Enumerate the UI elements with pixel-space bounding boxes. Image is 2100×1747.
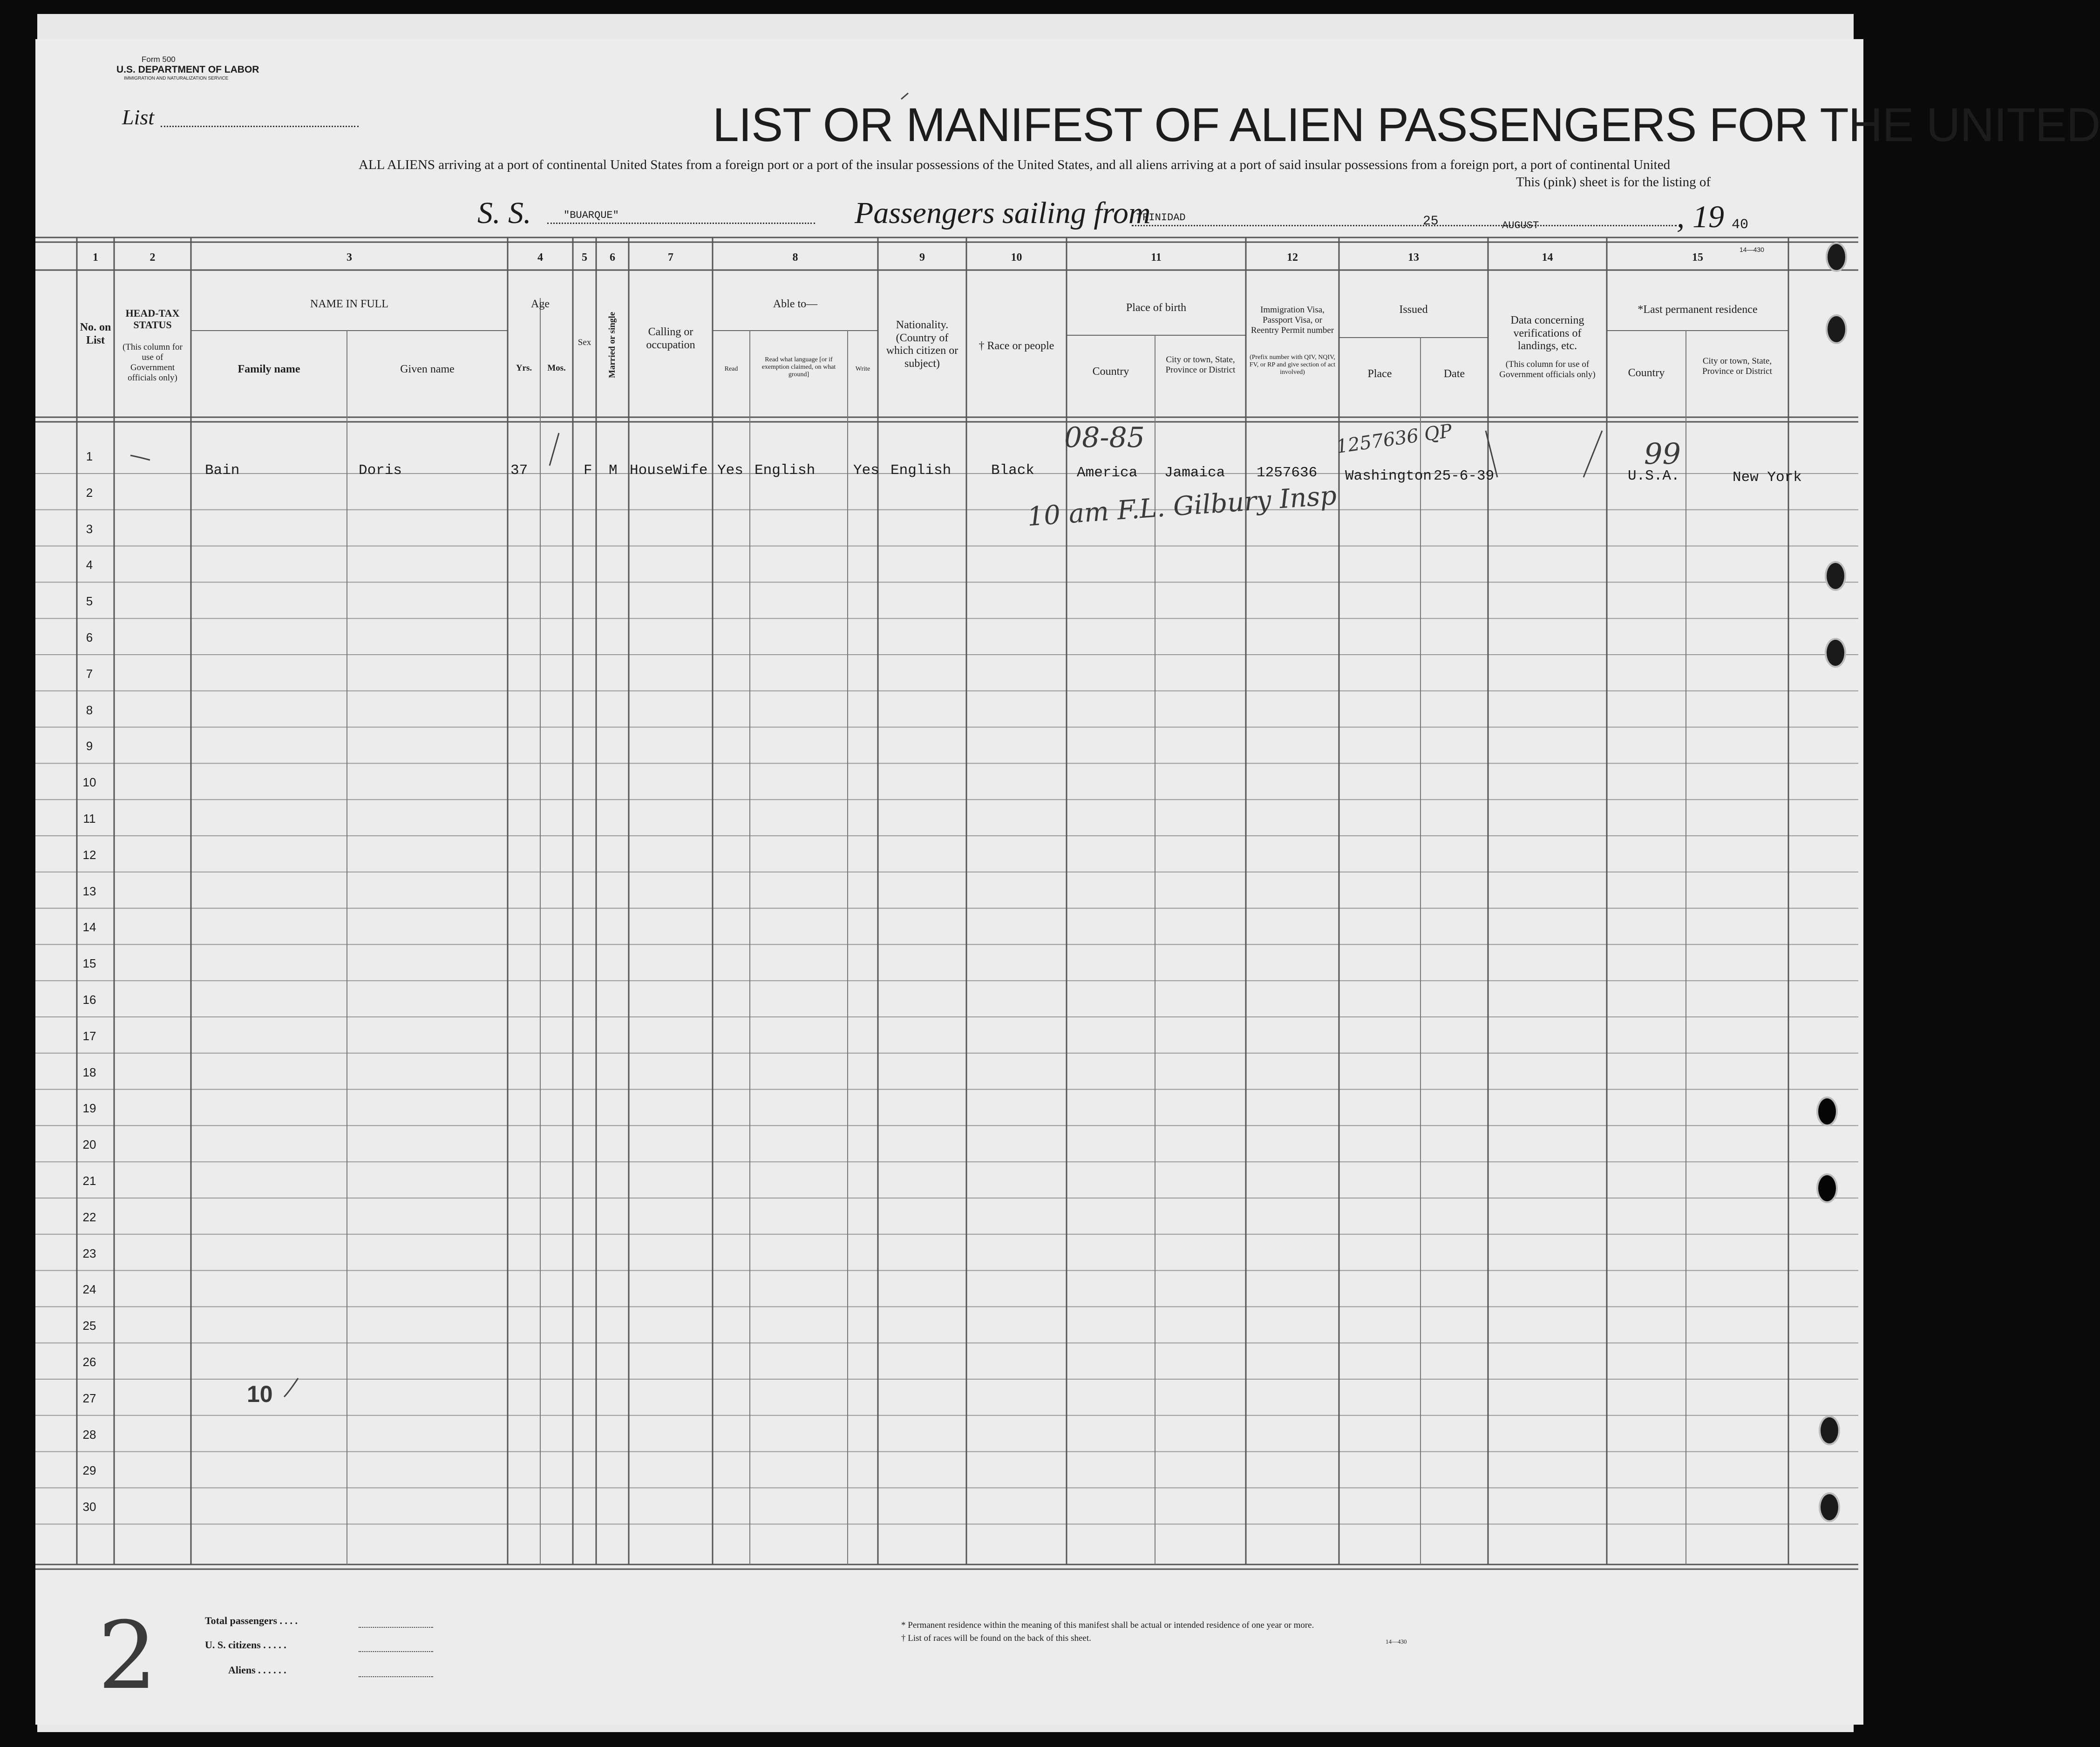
cell-nationality: English [890,462,951,479]
header-sex: Sex [578,338,591,347]
binder-hole [1819,1415,1840,1445]
department-name: U.S. DEPARTMENT OF LABOR [116,64,259,75]
us-citizens-line [359,1651,433,1652]
header-family-name: Family name [238,363,300,375]
header-write: Write [855,366,870,372]
header-read: Read [724,366,738,372]
row-number: 26 [82,1355,96,1369]
binder-hole [1826,242,1847,272]
row-number: 8 [86,703,93,717]
cell-residence-city: New York [1733,469,1802,486]
row-number: 2 [86,485,93,500]
header-head-tax-note: (This column for use of Government officials only) [122,342,183,383]
binder-hole [1826,314,1847,344]
header-calling: Calling or occupation [646,326,695,351]
pen-slash-verifications-2 [1583,431,1602,477]
aliens-label: Aliens . . . . . . [228,1664,286,1676]
col-5-number: 5 [582,251,587,264]
row-number: 22 [82,1210,96,1224]
header-place-of-birth: Place of birth [1126,302,1187,314]
header-race: † Race or people [979,340,1054,352]
header-visa-note: (Prefix number with QIV, NQIV, FV, or RP and give section of act involved) [1249,354,1336,376]
footnote-races: † List of races will be found on the back of this sheet. [901,1633,1091,1643]
row-number: 7 [86,666,93,681]
row-number: 13 [82,884,96,898]
binder-hole [1816,1173,1838,1203]
col-3-number: 3 [347,251,352,264]
departure-year-suffix: 40 [1732,217,1749,233]
col-8-number: 8 [792,251,798,264]
header-given-name: Given name [400,363,455,375]
row-number: 11 [83,812,96,826]
ship-name: "BUARQUE" [564,210,619,221]
aliens-line [359,1676,433,1677]
row-number: 28 [82,1427,96,1442]
row-number: 23 [82,1246,96,1260]
cell-family-name: Bain [205,462,240,479]
total-passengers-label: Total passengers . . . . [205,1615,298,1626]
handwritten-inspector-note: 10 am F.L. Gilbury Insp [1026,480,1338,533]
row-number: 12 [82,847,96,862]
service-name: IMMIGRATION AND NATURALIZATION SERVICE [124,76,229,81]
cell-sex: F [584,462,592,479]
col-10-number: 10 [1011,251,1022,264]
col-7-number: 7 [668,251,673,264]
row-number: 25 [82,1319,96,1333]
col-6-number: 6 [610,251,615,264]
col-13-number: 13 [1408,251,1419,264]
pen-tick-row1 [130,455,150,460]
col-11-number: 11 [1151,251,1162,264]
pen-check-list [901,93,908,99]
ss-label: S. S. [477,196,531,230]
row-number: 24 [82,1282,96,1297]
header-nationality: Nationality. (Country of which citizen or subject) [886,319,958,370]
binder-hole [1819,1492,1840,1522]
row-number: 1 [86,449,93,463]
row-number: 3 [86,521,93,536]
cell-issued-date: 25-6-39 [1434,468,1495,484]
row-number: 29 [82,1463,96,1478]
sailing-label: Passengers sailing from [855,196,1151,230]
row-number: 21 [82,1174,96,1188]
cell-given-name: Doris [359,462,402,479]
departure-month: AUGUST [1502,220,1539,231]
row-number: 16 [82,993,96,1007]
header-verifications-note: (This column for use of Government officials only) [1499,359,1596,379]
cell-issued-place: Washington [1345,468,1432,484]
handwritten-code-0885: 08-85 [1064,421,1145,454]
col-1-number: 1 [93,251,98,264]
header-residence-country: Country [1628,367,1665,379]
header-issued-date: Date [1443,368,1465,380]
header-visa: Immigration Visa, Passport Visa, or Reentry Permit number [1250,305,1334,335]
page-subtitle: ALL ALIENS arriving at a port of continental United States from a foreign port or a port of the insular possessions of the United States, and all aliens arriving at a port of said insular possessions from a foreign port, a port of continental United [359,157,1671,172]
pen-check-tally [284,1378,298,1397]
page-subtitle-2: This (pink) sheet is for the listing of [1516,175,1711,190]
page-title: LIST OR MANIFEST OF ALIEN PASSENGERS FOR THE UNITED [713,98,2100,151]
row-number: 15 [82,956,96,971]
col-9-number: 9 [919,251,925,264]
header-read-what: Read what language [or if exemption claimed, on what ground] [761,356,836,379]
header-no-on-list: No. on List [80,321,111,346]
header-head-tax: HEAD-TAX STATUS [125,307,180,331]
cell-age-yrs: 37 [510,462,528,479]
footnote-residence: * Permanent residence within the meaning of this manifest shall be actual or intended residence of one year or more. [901,1620,1314,1630]
form-code: 14—430 [1740,246,1764,253]
header-issued-place: Place [1367,368,1392,380]
row-number: 9 [86,739,93,753]
header-birth-country: Country [1092,366,1129,378]
handwritten-mark: 2 [98,1602,157,1710]
departure-day: 25 [1423,214,1439,229]
row-number: 18 [82,1065,96,1079]
header-married: Married or single [607,311,618,378]
row-number: 6 [86,630,93,644]
cell-read: Yes [717,462,743,479]
handwritten-tally: 10 [247,1381,273,1407]
col-15-number: 15 [1692,251,1703,264]
cell-marital: M [609,462,618,479]
row-number: 14 [82,920,96,934]
departure-port: TRINIDAD [1136,212,1186,223]
header-age-mos: Mos. [547,363,566,373]
cell-write: Yes [853,462,879,479]
header-residence-city: City or town, State, Province or District [1702,356,1772,376]
header-last-residence: *Last permanent residence [1638,304,1758,316]
cell-read-language: English [754,462,816,479]
row-number: 10 [82,775,96,790]
handwritten-visa-code: 1257636 QP [1335,420,1454,458]
cell-birth-country: America [1077,465,1138,481]
handwritten-code-99: 99 [1644,437,1681,471]
cell-birth-city: Jamaica [1164,465,1225,481]
footer-code: 14—430 [1386,1638,1407,1645]
col-14-number: 14 [1542,251,1553,264]
departure-year: , 19 [1677,199,1724,234]
header-issued: Issued [1399,304,1428,316]
row-number: 17 [82,1029,96,1043]
col-12-number: 12 [1287,251,1298,264]
list-label: List [122,105,155,129]
header-able-to: Able to— [773,298,818,310]
row-number: 20 [82,1138,96,1152]
row-number: 19 [82,1101,96,1116]
binder-hole [1816,1097,1838,1126]
total-passengers-line [359,1627,433,1628]
cell-race: Black [991,462,1035,479]
form-number: Form 500 [142,55,176,64]
col-4-number: 4 [537,251,543,264]
header-age: Age [531,298,550,310]
col-2-number: 2 [150,251,156,264]
cell-visa-number: 1257636 [1257,465,1318,481]
header-name-in-full: NAME IN FULL [310,298,388,310]
binder-hole [1825,638,1846,668]
row-number: 4 [86,558,93,572]
binder-hole [1825,561,1846,591]
header-birth-city: City or town, State, Province or District [1165,355,1236,375]
row-number: 27 [82,1391,96,1405]
us-citizens-label: U. S. citizens . . . . . [205,1639,286,1651]
pen-tick-mos [550,433,559,466]
cell-residence-country: U.S.A. [1628,468,1680,484]
pen-slash-verifications-1 [1486,431,1497,477]
row-number: 30 [82,1500,96,1514]
cell-occupation: HouseWife [630,462,708,479]
header-age-yrs: Yrs. [516,363,532,373]
row-number: 5 [86,594,93,609]
header-verifications: Data concerning verifications of landings, etc. [1510,314,1584,352]
